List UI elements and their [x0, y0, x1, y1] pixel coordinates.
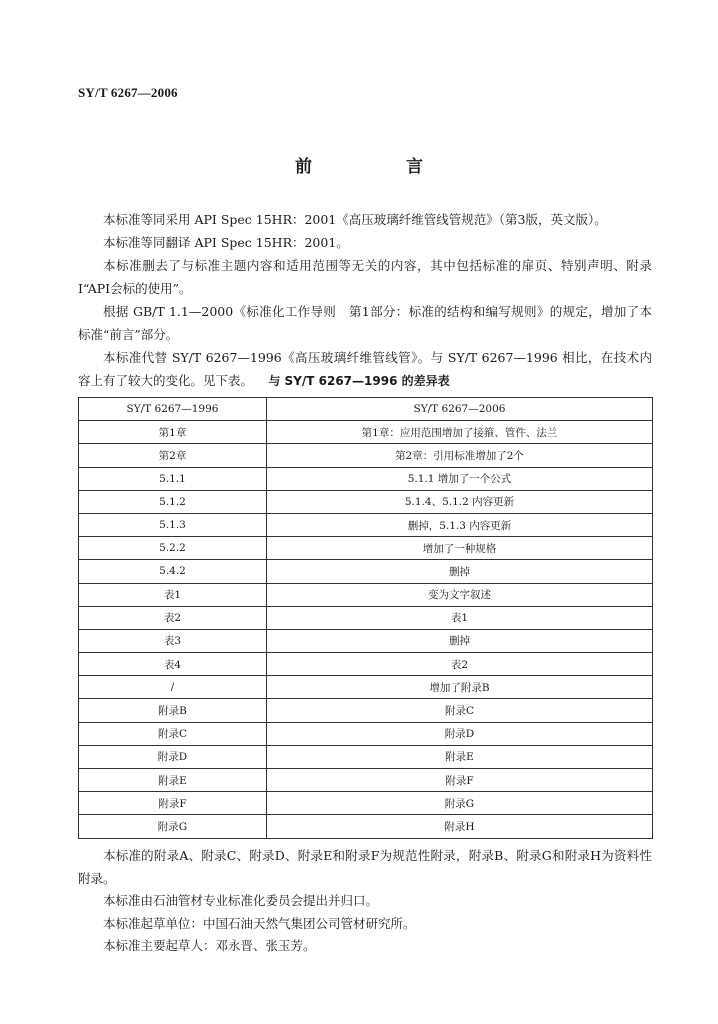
table-cell-old: 附录F [79, 792, 267, 815]
table-row [79, 490, 653, 513]
table-cell-new: 第1章：应用范围增加了接箍、管件、法兰 [267, 421, 653, 444]
table-cell-new: 第2章：引用标准增加了2个 [267, 444, 653, 467]
table-cell-old: / [79, 676, 267, 699]
table-row [79, 699, 653, 722]
table-cell-new: 删掉 [267, 629, 653, 652]
table-cell-old: 附录D [79, 745, 267, 768]
table-cell-new: 附录G [267, 792, 653, 815]
table-row [79, 792, 653, 815]
table-row [79, 745, 653, 768]
table-caption: 与 SY/T 6267—1996 的差异表 [268, 374, 450, 388]
intro-paragraph: 本标准等同翻译 API Spec 15HR：2001。 [103, 235, 349, 250]
table-cell-old: 附录B [79, 699, 267, 722]
table-header-old: SY/T 6267—1996 [79, 398, 267, 421]
table-row [79, 676, 653, 699]
table-cell-new: 附录F [267, 769, 653, 792]
page-title: 前 言 [295, 157, 467, 177]
intro-paragraph: 本标准代替 SY/T 6267—1996《高压玻璃纤维管线管》。与 SY/T 6267—1996 相比，在技术内容上有了较大的变化。见下表。 [78, 350, 652, 388]
table-cell-new: 增加了附录B [267, 676, 653, 699]
table-cell-new: 表1 [267, 606, 653, 629]
table-row [79, 467, 653, 490]
standard-code: SY/T 6267—2006 [78, 85, 178, 100]
table-cell-old: 5.4.2 [79, 560, 267, 583]
table-cell-old: 表4 [79, 653, 267, 676]
footer-paragraph: 本标准起草单位：中国石油天然气集团公司管材研究所。 [103, 915, 416, 931]
table-cell-old: 表3 [79, 629, 267, 652]
table-row [79, 815, 653, 838]
table-cell-new: 删掉 [267, 560, 653, 583]
table-header-new: SY/T 6267—2006 [267, 398, 653, 421]
table-cell-new: 附录C [267, 699, 653, 722]
table-row [79, 513, 653, 536]
table-cell-old: 表2 [79, 606, 267, 629]
difference-table [78, 397, 653, 839]
table-row [79, 444, 653, 467]
table-row [79, 606, 653, 629]
table-cell-old: 附录C [79, 722, 267, 745]
table-cell-old: 5.1.1 [79, 467, 267, 490]
intro-paragraph: 本标准等同采用 API Spec 15HR：2001《高压玻璃纤维管线管规范》（第3版，英文版）。 [103, 212, 607, 227]
table-cell-new: 5.1.1 增加了一个公式 [267, 467, 653, 490]
table-cell-new: 变为文字叙述 [267, 583, 653, 606]
footer-paragraph: 本标准的附录A、附录C、附录D、附录E和附录F为规范性附录，附录B、附录G和附录H为资料性附录。 [78, 848, 652, 886]
table-cell-new: 附录E [267, 745, 653, 768]
table-cell-new: 删掉，5.1.3 内容更新 [267, 513, 653, 536]
table-row [79, 722, 653, 745]
table-cell-new: 附录H [267, 815, 653, 838]
intro-paragraph: 根据 GB/T 1.1—2000《标准化工作导则 第1部分：标准的结构和编写规则》的规定，增加了本标准“前言”部分。 [78, 304, 652, 342]
table-cell-old: 5.2.2 [79, 537, 267, 560]
table-cell-old: 表1 [79, 583, 267, 606]
intro-paragraph: 本标准删去了与标准主题内容和适用范围等无关的内容，其中包括标准的扉页、特别声明、附录 I“API会标的使用”。 [78, 258, 652, 296]
table-cell-new: 附录D [267, 722, 653, 745]
table-row [79, 560, 653, 583]
table-cell-old: 5.1.2 [79, 490, 267, 513]
table-cell-old: 第1章 [79, 421, 267, 444]
table-row [79, 769, 653, 792]
table-cell-old: 附录E [79, 769, 267, 792]
table-cell-old: 5.1.3 [79, 513, 267, 536]
table-cell-new: 表2 [267, 653, 653, 676]
table-cell-old: 第2章 [79, 444, 267, 467]
table-row [79, 653, 653, 676]
table-cell-new: 增加了一种规格 [267, 537, 653, 560]
intro-section [78, 208, 652, 392]
table-row [79, 421, 653, 444]
table-row [79, 583, 653, 606]
table-header-row [79, 398, 653, 421]
table-row [79, 629, 653, 652]
table-body [79, 421, 653, 838]
footer-section [78, 845, 652, 958]
footer-paragraph: 本标准主要起草人：邓永晋、张玉芳。 [103, 938, 316, 953]
table-cell-new: 5.1.4、5.1.2 内容更新 [267, 490, 653, 513]
footer-paragraph: 本标准由石油管材专业标准化委员会提出并归口。 [103, 893, 379, 908]
table-cell-old: 附录G [79, 815, 267, 838]
table-row [79, 537, 653, 560]
